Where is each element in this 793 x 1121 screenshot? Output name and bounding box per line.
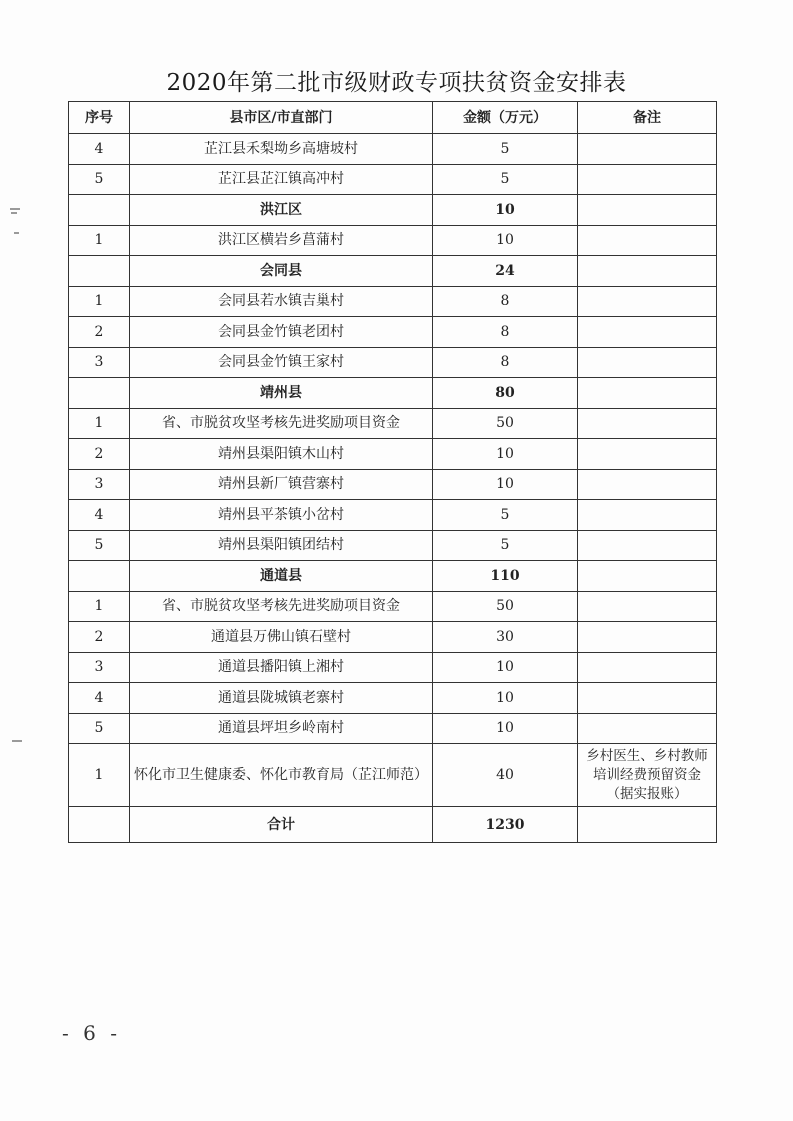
county-department-cell: 会同县金竹镇王家村 [130,347,433,378]
amount-cell: 8 [433,317,578,348]
remarks-cell [578,408,717,439]
county-department-cell: 省、市脱贫攻坚考核先进奖励项目资金 [130,591,433,622]
header-amount: 金额（万元） [433,102,578,134]
amount-cell: 10 [433,713,578,744]
table-row [69,347,717,378]
remarks-cell [578,530,717,561]
county-department-cell: 通道县万佛山镇石壁村 [130,622,433,653]
remarks-cell [578,469,717,500]
remarks-cell [578,622,717,653]
group-subtotal-row [69,195,717,226]
serial-number-cell: 1 [69,744,130,807]
county-department-cell: 靖州县新厂镇营寨村 [130,469,433,500]
serial-number-cell: 3 [69,652,130,683]
remarks-cell [578,591,717,622]
amount-cell: 5 [433,530,578,561]
table-row [69,713,717,744]
serial-number-cell: 4 [69,134,130,165]
amount-cell: 10 [433,195,578,226]
county-department-cell: 芷江县芷江镇高冲村 [130,164,433,195]
amount-cell: 30 [433,622,578,653]
table-row [69,408,717,439]
county-department-cell: 省、市脱贫攻坚考核先进奖励项目资金 [130,408,433,439]
serial-number-cell: 2 [69,439,130,470]
table-row [69,286,717,317]
total-amount: 1230 [433,807,578,843]
amount-cell: 5 [433,164,578,195]
amount-cell: 80 [433,378,578,409]
amount-cell: 50 [433,591,578,622]
county-department-cell: 会同县 [130,256,433,287]
amount-cell: 10 [433,439,578,470]
remarks-cell [578,134,717,165]
county-department-cell: 通道县坪坦乡岭南村 [130,713,433,744]
amount-cell: 5 [433,500,578,531]
county-department-cell: 通道县播阳镇上湘村 [130,652,433,683]
amount-cell: 10 [433,225,578,256]
total-serial-cell [69,807,130,843]
remarks-cell [578,713,717,744]
page-number: - 6 - [62,1021,121,1045]
amount-cell: 40 [433,744,578,807]
remarks-cell [578,439,717,470]
amount-cell: 8 [433,286,578,317]
remarks-cell [578,286,717,317]
remarks-cell [578,652,717,683]
table-row [69,439,717,470]
group-subtotal-row [69,256,717,287]
total-row [69,807,717,843]
serial-number-cell: 5 [69,713,130,744]
serial-number-cell [69,378,130,409]
table-row [69,164,717,195]
county-department-cell: 会同县金竹镇老团村 [130,317,433,348]
serial-number-cell: 4 [69,500,130,531]
table-row [69,683,717,714]
amount-cell: 24 [433,256,578,287]
scan-mark [12,740,22,742]
remarks-cell [578,195,717,226]
remarks-cell [578,561,717,592]
remarks-cell [578,256,717,287]
group-subtotal-row [69,561,717,592]
serial-number-cell [69,195,130,226]
serial-number-cell [69,561,130,592]
county-department-cell: 通道县 [130,561,433,592]
table-row [69,317,717,348]
table-row [69,652,717,683]
table-header-row [69,102,717,134]
remarks-cell [578,347,717,378]
serial-number-cell: 3 [69,469,130,500]
serial-number-cell: 1 [69,408,130,439]
county-department-cell: 洪江区横岩乡菖蒲村 [130,225,433,256]
funding-allocation-table [68,101,717,843]
total-note-cell [578,807,717,843]
header-serial-number: 序号 [69,102,130,134]
county-department-cell: 会同县若水镇吉巢村 [130,286,433,317]
table-row [69,225,717,256]
table-row [69,134,717,165]
remarks-cell [578,378,717,409]
table-body [69,134,717,807]
amount-cell: 5 [433,134,578,165]
remarks-cell: 乡村医生、乡村教师培训经费预留资金（据实报账） [578,744,717,807]
serial-number-cell: 4 [69,683,130,714]
table-row [69,622,717,653]
document-title: 2020年第二批市级财政专项扶贫资金安排表 [166,70,627,96]
scan-mark [11,212,17,214]
amount-cell: 110 [433,561,578,592]
county-department-cell: 靖州县 [130,378,433,409]
table-row [69,591,717,622]
serial-number-cell: 2 [69,622,130,653]
amount-cell: 10 [433,652,578,683]
county-department-cell: 通道县陇城镇老寨村 [130,683,433,714]
table-row [69,500,717,531]
amount-cell: 10 [433,683,578,714]
scan-mark [14,232,19,234]
serial-number-cell: 1 [69,591,130,622]
table-row [69,530,717,561]
county-department-cell: 靖州县渠阳镇团结村 [130,530,433,561]
county-department-cell: 靖州县平茶镇小岔村 [130,500,433,531]
serial-number-cell: 5 [69,530,130,561]
remarks-cell [578,317,717,348]
header-remarks: 备注 [578,102,717,134]
amount-cell: 50 [433,408,578,439]
scan-mark [10,208,20,210]
serial-number-cell: 2 [69,317,130,348]
serial-number-cell: 1 [69,286,130,317]
amount-cell: 10 [433,469,578,500]
county-department-cell: 怀化市卫生健康委、怀化市教育局（芷江师范） [130,744,433,807]
county-department-cell: 靖州县渠阳镇木山村 [130,439,433,470]
county-department-cell: 芷江县禾梨坳乡高塘坡村 [130,134,433,165]
county-department-cell: 洪江区 [130,195,433,226]
amount-cell: 8 [433,347,578,378]
table-row [69,469,717,500]
serial-number-cell: 5 [69,164,130,195]
remarks-cell [578,225,717,256]
table-row [69,744,717,807]
serial-number-cell: 1 [69,225,130,256]
remarks-cell [578,164,717,195]
remarks-cell [578,683,717,714]
remarks-cell [578,500,717,531]
header-county-department: 县市区/市直部门 [130,102,433,134]
serial-number-cell [69,256,130,287]
serial-number-cell: 3 [69,347,130,378]
group-subtotal-row [69,378,717,409]
total-label: 合计 [130,807,433,843]
